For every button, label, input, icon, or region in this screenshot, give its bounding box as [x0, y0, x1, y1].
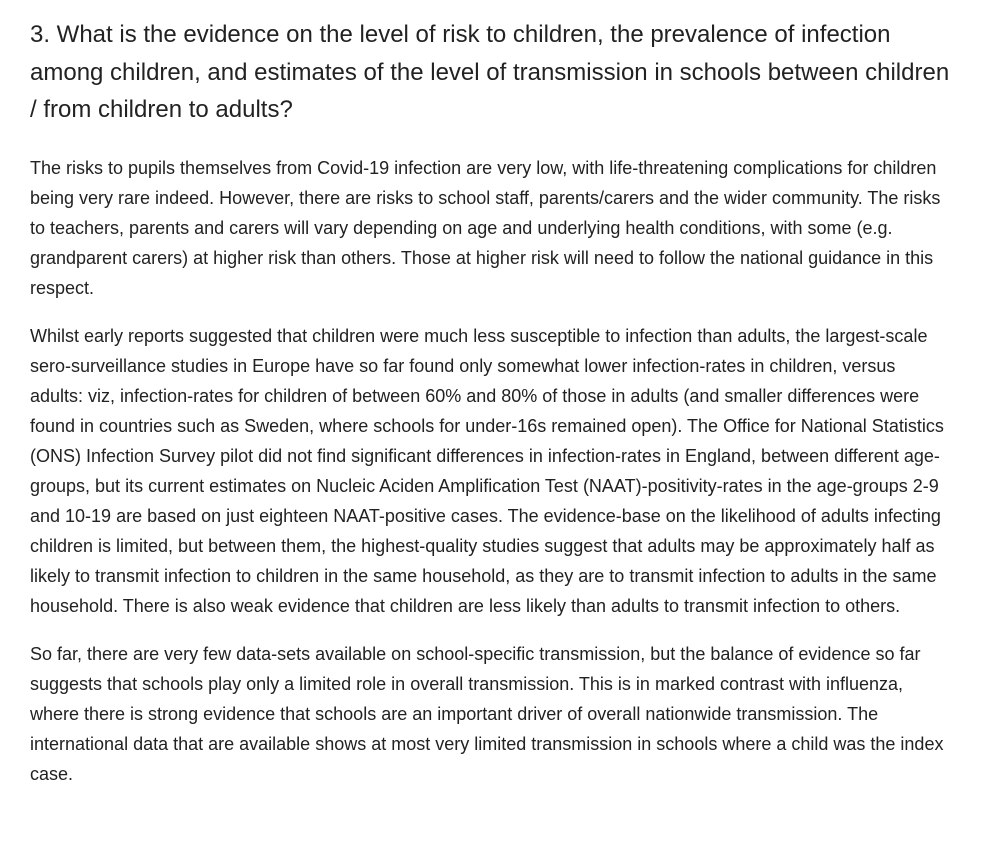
question-heading: 3. What is the evidence on the level of risk to children, the prevalence of infection among children, and estimates of the level of transmission in schools between children / from children to adults? [30, 21, 950, 123]
paragraph-school-transmission: So far, there are very few data-sets available on school-specific transmission, but the balance of evidence so far suggests that schools play only a limited role in overall transmission. This is in marked contrast with influenza, where there is strong evidence that schools are an important driver of overall nationwide transmission. The international data that are available shows at most very limited transmission in schools where a child was the index case. [30, 643, 944, 784]
paragraph-risk-to-pupils: The risks to pupils themselves from Covid-19 infection are very low, with life-threatening complications for children being very rare indeed. However, there are risks to school staff, parents/carers and the wider community. The risks to teachers, parents and carers will vary depending on age and underlying health conditions, with some (e.g. grandparent carers) at higher risk than others. Those at higher risk will need to follow the national guidance in this respect. [30, 157, 941, 298]
paragraph-infection-evidence: Whilst early reports suggested that children were much less susceptible to infection than adults, the largest-scale sero-surveillance studies in Europe have so far found only somewhat lower infection-rates in children, versus adults: viz, infection-rates for children of between 60% and 80% of those in adults (and smaller differences were found in countries such as Sweden, where schools for under-16s remained open). The Office for National Statistics (ONS) Infection Survey pilot did not find significant differences in infection-rates in England, between different age-groups, but its current estimates on Nucleic Aciden Amplification Test (NAAT)-positivity-rates in the age-groups 2-9 and 10-19 are based on just eighteen NAAT-positive cases. The evidence-base on the likelihood of adults infecting children is limited, but between them, the highest-quality studies suggest that adults may be approximately half as likely to transmit infection to children in the same household, as they are to transmit infection to adults in the same household. There is also weak evidence that children are less likely than adults to transmit infection to others. [30, 325, 944, 616]
